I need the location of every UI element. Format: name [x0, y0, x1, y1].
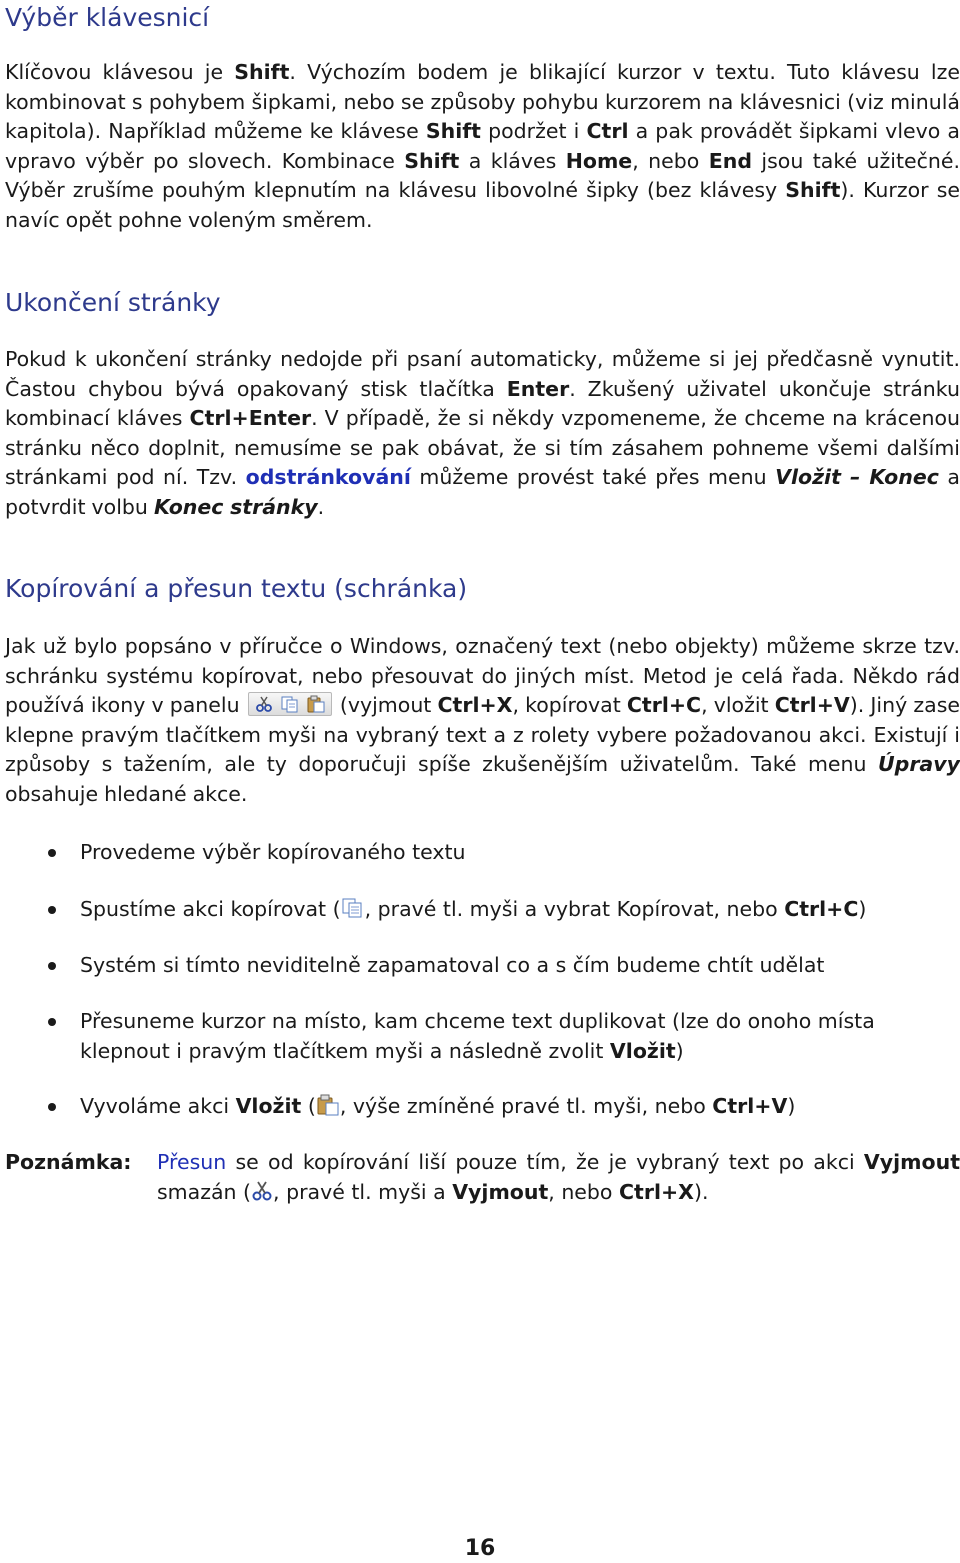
- paragraph-page-end: Pokud k ukončení stránky nedojde při psaní automaticky, můžeme si jej předčasně vynutit. Častou chybou bývá opakovaný stisk tlačítka Enter. Zkušený uživatel ukončuje stránku kombinací kláves Ctrl+Enter. V případě, že si někdy vzpomeneme, že chceme na krácenou stránku něco doplnit, nemusíme se pak obávat, že si tím zásahem pohneme všemi dalšími stránkami pod ní. Tzv. odstránkování můžeme provést také přes menu Vložit – Konec a potvrdit volbu Konec stránky.: [5, 347, 960, 519]
- bullet-icon: [48, 1018, 56, 1026]
- term-presun: Přesun: [157, 1150, 227, 1174]
- note-text: Přesun se od kopírování liší pouze tím, že je vybraný text po akci Vyjmout smazán ( , pravé tl. myši a Vyjmout, nebo Ctrl+X).: [157, 1150, 960, 1204]
- page-number: 16: [464, 1536, 496, 1561]
- bullet-icon: [48, 1103, 56, 1111]
- scissors-icon[interactable]: [255, 695, 273, 713]
- bullet-icon: [48, 906, 56, 914]
- list-item: Spustíme akci kopírovat ( , pravé tl. myši a vybrat Kopírovat, nebo Ctrl+C): [80, 895, 960, 925]
- paste-icon[interactable]: [306, 695, 326, 713]
- heading-keyboard-selection: Výběr klávesnicí: [5, 3, 210, 32]
- term-odstrankovani: odstránkování: [245, 465, 411, 489]
- list-item: Provedeme výběr kopírovaného textu: [80, 838, 960, 868]
- copy-icon[interactable]: [280, 695, 300, 713]
- note-label: Poznámka:: [5, 1150, 132, 1174]
- list-item: Vyvoláme akci Vložit ( , výše zmíněné pravé tl. myši, nebo Ctrl+V): [80, 1092, 960, 1122]
- paragraph-clipboard: Jak už bylo popsáno v příručce o Windows, označený text (nebo objekty) můžeme skrze tzv. schránku systému kopírovat, nebo přesouvat do jiných míst. Metod je celá řada. Někdo rád používá ikony v panelu (vyjmout Ctrl+X, kopírovat Ctrl+C, vložit Ctrl+V). Jiný zase klepne pravým tlačítkem myši na vybraný text a z rolety vybere požadovanou akci. Existují i způsoby s tažením, ale ty doporučuji spíše zkušenějším uživatelům. Také menu Úpravy obsahuje hledané akce.: [5, 634, 960, 806]
- scissors-icon[interactable]: [251, 1180, 273, 1202]
- heading-page-end: Ukončení stránky: [5, 288, 221, 317]
- clipboard-toolbar[interactable]: [248, 692, 332, 716]
- bullet-icon: [48, 849, 56, 857]
- paragraph-keyboard-selection: Klíčovou klávesou je Shift. Výchozím bodem je blikající kurzor v textu. Tuto klávesu lze kombinovat s pohybem šipkami, nebo se způsoby pohybu kurzorem na klávesnici (viz minulá kapitola). Například můžeme ke klávese Shift podržet i Ctrl a pak provádět šipkami vlevo a vpravo výběr po slovech. Kombinace Shift a kláves Home, nebo End jsou také užitečné. Výběr zrušíme pouhým klepnutím na klávesu libovolné šipky (bez klávesy Shift). Kurzor se navíc opět pohne voleným směrem.: [5, 60, 960, 232]
- heading-clipboard: Kopírování a přesun textu (schránka): [5, 574, 468, 603]
- list-item: Systém si tímto neviditelně zapamatoval co a s čím budeme chtít udělat: [80, 951, 960, 981]
- paste-icon[interactable]: [316, 1094, 340, 1116]
- copy-icon[interactable]: [341, 897, 365, 919]
- list-item: Přesuneme kurzor na místo, kam chceme text duplikovat (lze do onoho místa klepnout i pravým tlačítkem myši a následně zvolit Vložit): [80, 1007, 960, 1066]
- bullet-icon: [48, 962, 56, 970]
